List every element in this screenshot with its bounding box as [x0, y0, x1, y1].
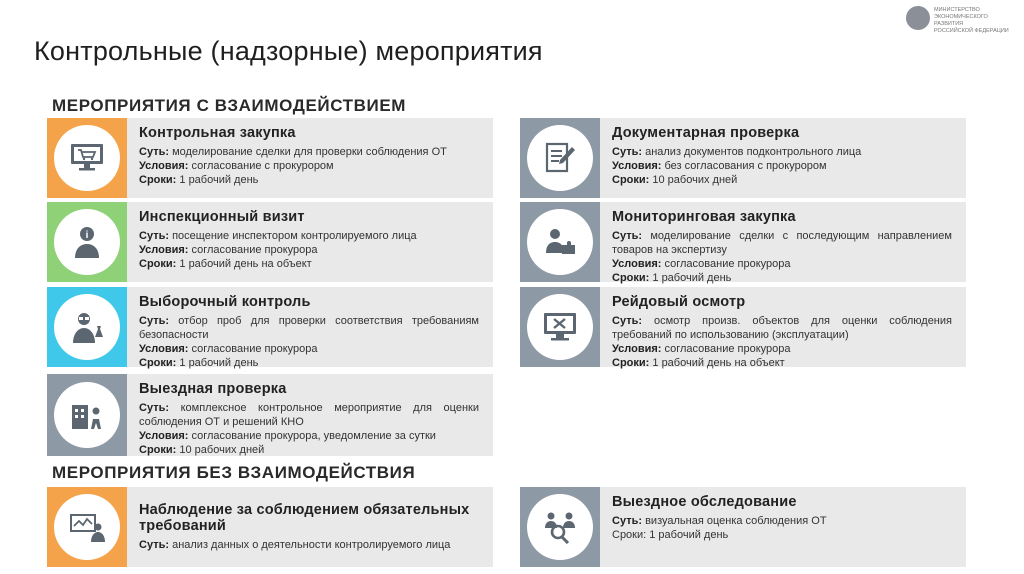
card-field-survey[interactable]: Выездное обследование Суть: визуальная оценка соблюдения ОТ Сроки: 1 рабочий день — [520, 487, 966, 567]
building-person-icon — [54, 382, 120, 448]
card-title: Контрольная закупка — [139, 125, 296, 141]
shopping-cart-monitor-icon — [54, 125, 120, 191]
card-documentary-check[interactable]: Документарная проверка Суть: анализ документов подконтрольного лица Условия: без согласования с прокурором Сроки: 10 рабочих дней — [520, 118, 966, 198]
card-essence: анализ данных о деятельности контролируемого лица — [172, 539, 451, 551]
card-conditions: согласование прокурора, уведомление за сутки — [191, 430, 436, 442]
card-title: Выездное обследование — [612, 494, 797, 510]
card-icon-panel — [520, 287, 600, 367]
page-title: Контрольные (надзорные) мероприятия — [34, 36, 543, 66]
card-control-purchase[interactable]: Контрольная закупка Суть: моделирование сделки для проверки соблюдения ОТ Условия: согласование с прокурором Сроки: 1 рабочий день — [47, 118, 493, 198]
info-person-icon — [54, 209, 120, 275]
card-conditions: согласование прокурора — [191, 244, 318, 256]
card-essence: анализ документов подконтрольного лица — [645, 146, 862, 158]
card-essence: комплексное контрольное мероприятие для оценки соблюдения ОТ и решений КНО — [139, 402, 479, 428]
card-icon-panel — [47, 287, 127, 367]
card-title: Инспекционный визит — [139, 209, 305, 225]
person-puzzle-icon — [527, 209, 593, 275]
emblem-icon — [906, 6, 930, 30]
card-essence: моделирование сделки с последующим направлением товаров на экспертизу — [612, 230, 952, 256]
card-terms: 10 рабочих дней — [652, 174, 738, 186]
card-essence: отбор проб для проверки соответствия требованиям безопасности — [139, 315, 479, 341]
section-title-without-interaction: МЕРОПРИЯТИЯ БЕЗ ВЗАИМОДЕЙСТВИЯ — [52, 463, 416, 482]
card-title: Выборочный контроль — [139, 294, 311, 310]
card-icon-panel — [520, 487, 600, 567]
card-terms: 10 рабочих дней — [179, 444, 265, 456]
card-raid-inspection[interactable]: Рейдовый осмотр Суть: осмотр произв. объектов для оценки соблюдения требований по использованию (эксплуатации) Условия: согласование прокурора Сроки: 1 рабочий день на объект — [520, 287, 966, 367]
card-icon-panel — [47, 487, 127, 567]
card-terms: 1 рабочий день на объект — [652, 357, 785, 369]
card-conditions: согласование с прокурором — [191, 160, 334, 172]
card-observation[interactable]: Наблюдение за соблюдением обязательных требований Суть: анализ данных о деятельности контролируемого лица — [47, 487, 493, 567]
card-icon-panel — [520, 202, 600, 282]
card-conditions: согласование прокурора — [191, 343, 318, 355]
card-title: Документарная проверка — [612, 125, 800, 141]
card-terms: 1 рабочий день — [652, 272, 732, 284]
card-essence: визуальная оценка соблюдения ОТ — [645, 515, 827, 527]
ministry-name: МИНИСТЕРСТВО ЭКОНОМИЧЕСКОГО РАЗВИТИЯ РОССИЙСКОЙ ФЕДЕРАЦИИ — [934, 7, 1009, 34]
scientist-icon — [54, 294, 120, 360]
presentation-person-icon — [54, 494, 120, 560]
team-magnifier-icon — [527, 494, 593, 560]
card-title: Рейдовый осмотр — [612, 294, 746, 310]
card-terms: 1 рабочий день на объект — [179, 258, 312, 270]
card-title: Выездная проверка — [139, 381, 287, 397]
card-icon-panel — [47, 374, 127, 456]
card-essence: посещение инспектором контролируемого лица — [172, 230, 417, 242]
card-monitoring-purchase[interactable]: Мониторинговая закупка Суть: моделирование сделки с последующим направлением товаров на экспертизу Условия: согласование прокурора Сроки: 1 рабочий день — [520, 202, 966, 282]
card-essence: осмотр произв. объектов для оценки соблюдения требований по использованию (эксплуатации) — [612, 315, 952, 341]
card-title: Наблюдение за соблюдением обязательных требований — [139, 502, 470, 534]
card-sample-control[interactable]: Выборочный контроль Суть: отбор проб для проверки соответствия требованиям безопасности Условия: согласование прокурора Сроки: 1 рабочий день — [47, 287, 493, 367]
card-terms: Сроки: 1 рабочий день — [612, 529, 729, 541]
tools-monitor-icon — [527, 294, 593, 360]
card-title: Мониторинговая закупка — [612, 209, 796, 225]
card-inspection-visit[interactable]: i Инспекционный визит Суть: посещение инспектором контролируемого лица Условия: согласование прокурора Сроки: 1 рабочий день на объект — [47, 202, 493, 282]
card-terms: 1 рабочий день — [179, 357, 259, 369]
card-conditions: согласование прокурора — [664, 258, 791, 270]
ministry-logo — [906, 6, 1010, 34]
card-essence: моделирование сделки для проверки соблюдения ОТ — [172, 146, 447, 158]
card-field-check[interactable]: Выездная проверка Суть: комплексное контрольное мероприятие для оценки соблюдения ОТ и решений КНО Условия: согласование прокурора, уведомление за сутки Сроки: 10 рабочих дней — [47, 374, 493, 456]
card-terms: 1 рабочий день — [179, 174, 259, 186]
document-edit-icon — [527, 125, 593, 191]
svg-text:i: i — [85, 230, 89, 241]
card-conditions: без согласования с прокурором — [664, 160, 827, 172]
section-title-with-interaction: МЕРОПРИЯТИЯ С ВЗАИМОДЕЙСТВИЕМ — [52, 96, 407, 115]
card-icon-panel — [520, 118, 600, 198]
card-icon-panel — [47, 202, 127, 282]
card-icon-panel — [47, 118, 127, 198]
card-conditions: согласование прокурора — [664, 343, 791, 355]
